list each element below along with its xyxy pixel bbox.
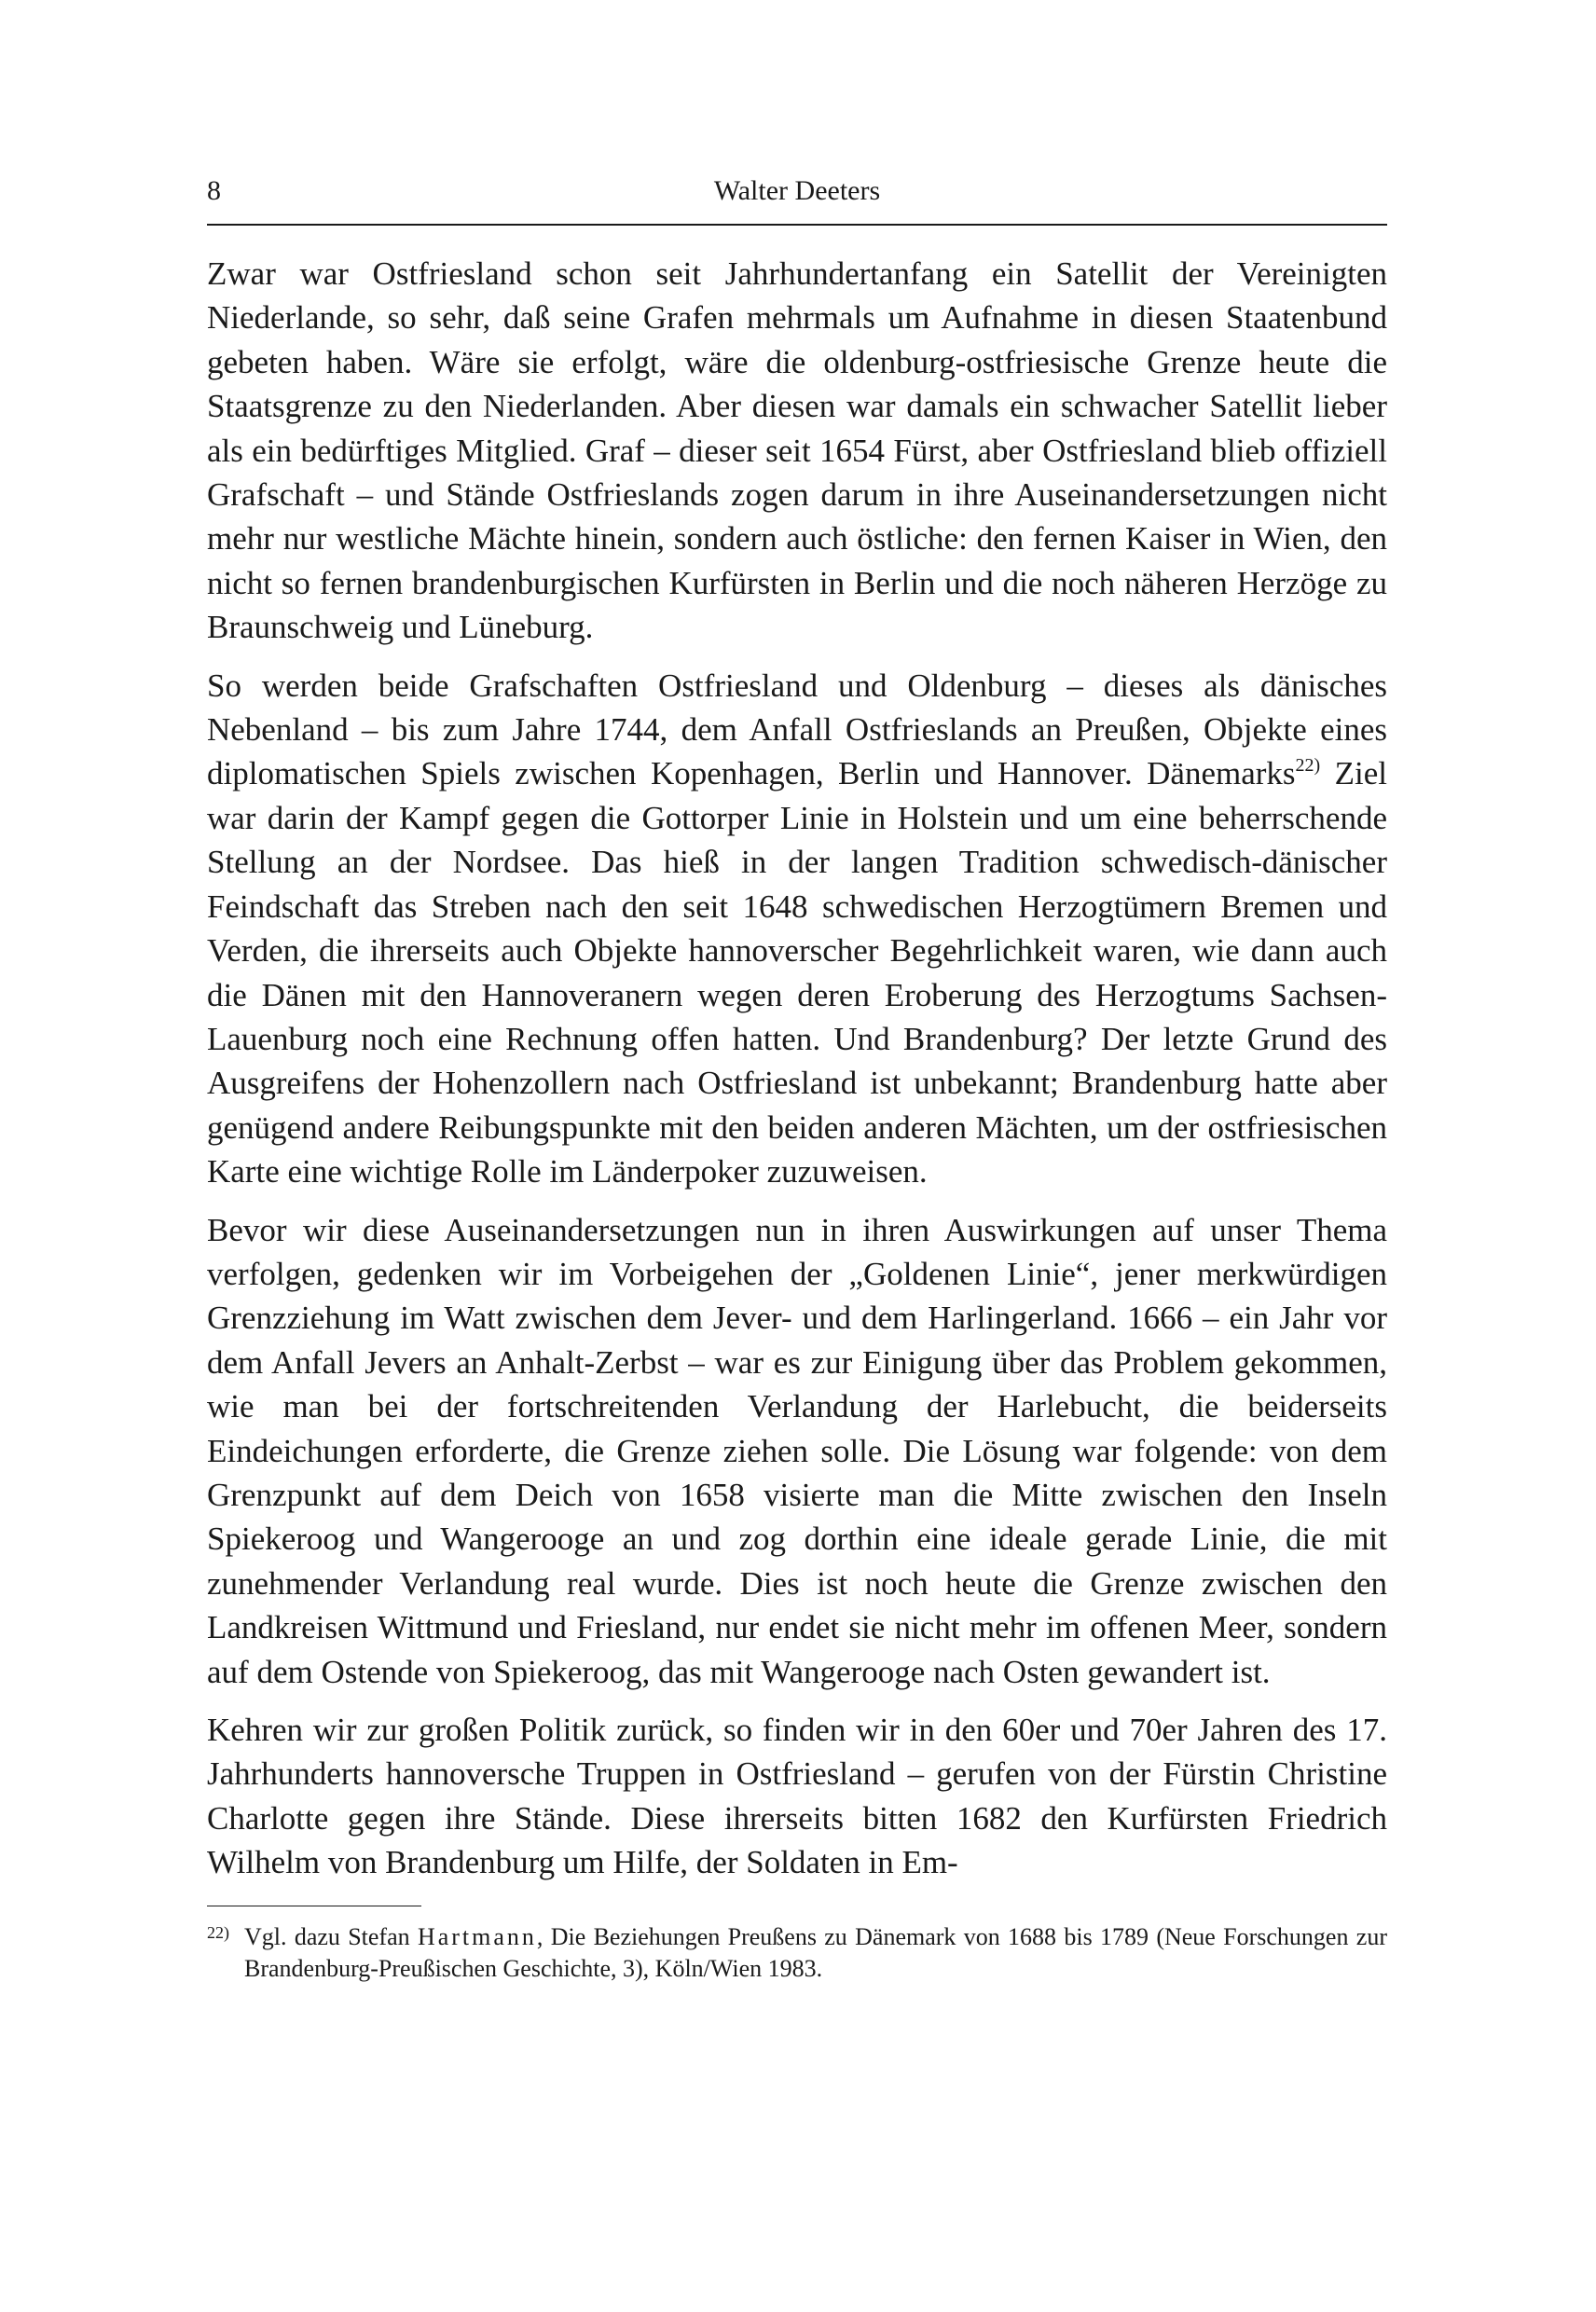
- body-text: [207, 252, 1387, 1885]
- page-number: 8: [207, 175, 221, 206]
- paragraph-3: Bevor wir diese Auseinandersetzungen nun in ihren Auswirkungen auf unser Thema verfolgen, gedenken wir im Vorbeigehen der „Goldenen Linie“, jener merkwürdigen Grenzziehung im Watt zwischen dem Jever- und dem Harlingerland. 1666 – ein Jahr vor dem Anfall Jevers an Anhalt-Zerbst – war es zur Einigung über das Problem gekommen, wie man bei der fortschreitenden Verlandung der Harlebucht, die beiderseits Eindeichungen erforderte, die Grenze ziehen solle. Die Lösung war folgende: von dem Grenzpunkt auf dem Deich von 1658 visierte man die Mitte zwischen den Inseln Spiekeroog und Wangerooge an und zog dorthin eine ideale gerade Linie, die mit zunehmender Verlandung real wurde. Dies ist noch heute die Grenze zwischen den Landkreisen Wittmund und Friesland, nur endet sie nicht mehr im offenen Meer, sondern auf dem Ostende von Spiekeroog, das mit Wangerooge nach Osten gewandert ist.: [207, 1211, 1387, 1690]
- paragraph-4: Kehren wir zur großen Politik zurück, so finden wir in den 60er und 70er Jahren des 17. Jahrhunderts hannoversche Truppen in Ostfriesland – gerufen von der Fürstin Christine Charlotte gegen ihre Stände. Diese ihrerseits bitten 1682 den Kurfürsten Friedrich Wilhelm von Brandenburg um Hilfe, der Soldaten in Em-: [207, 1712, 1387, 1881]
- paragraph-2: [207, 664, 1387, 1194]
- running-head-author: Walter Deeters: [713, 175, 881, 206]
- footnote: [207, 1921, 1387, 1985]
- footnote-prefix: Vgl. dazu Stefan: [244, 1922, 418, 1950]
- paragraph-2-text-b: Ziel war darin der Kampf gegen die Gottorper Linie in Holstein und um eine beherrschende Stellung an der Nordsee. Das hieß in der langen Tradition schwedisch-dänischer Feindschaft das Streben nach den seit 1648 schwedischen Herzogtümern Bremen und Verden, die ihrerseits auch Objekte hannoverscher Begehrlichkeit waren, wie dann auch die Dänen mit den Hannoveranern wegen deren Eroberung des Herzogtums Sachsen-Lauenburg noch eine Rechnung offen hatten. Und Brandenburg? Der letzte Grund des Ausgreifens der Hohenzollern nach Ostfriesland ist unbekannt; Brandenburg hatte aber genügend andere Reibungspunkte mit den beiden anderen Mächten, um der ostfriesischen Karte eine wichtige Rolle im Länderpoker zuzuweisen.: [207, 755, 1387, 1190]
- paragraph-1: Zwar war Ostfriesland schon seit Jahrhundertanfang ein Satellit der Vereinigten Niederlande, so sehr, daß seine Grafen mehrmals um Aufnahme in diesen Staatenbund gebeten haben. Wäre sie erfolgt, wäre die oldenburg-ostfriesische Grenze heute die Staatsgrenze zu den Niederlanden. Aber diesen war damals ein schwacher Satellit lieber als ein bedürftiges Mitglied. Graf – dieser seit 1654 Fürst, aber Ostfriesland blieb offiziell Grafschaft – und Stände Ostfrieslands zogen darum in ihre Auseinandersetzungen nicht mehr nur westliche Mächte hinein, sondern auch östliche: den fernen Kaiser in Wien, den nicht so fernen brandenburgischen Kurfürsten in Berlin und die noch näheren Herzöge zu Braunschweig und Lüneburg.: [207, 255, 1387, 646]
- footnote-text: , Die Beziehungen Preußens zu Dänemark von 1688 bis 1789 (Neue Forschungen zur Brandenburg-Preußischen Geschichte, 3), Köln/Wien 1983.: [244, 1922, 1387, 1982]
- footnote-mark: 22): [207, 1922, 229, 1942]
- book-page: [207, 168, 1387, 1985]
- header-rule: [207, 224, 1387, 226]
- paragraph-2-text-a: So werden beide Grafschaften Ostfriesland und Oldenburg – dieses als dänisches Nebenland – bis zum Jahre 1744, dem Anfall Ostfrieslands an Preußen, Objekte eines diplomatischen Spiels zwischen Kopenhagen, Berlin und Hannover. Dänemarks: [207, 667, 1387, 792]
- running-head: [207, 168, 1387, 214]
- footnote-author: Hartmann: [417, 1922, 537, 1950]
- footnote-reference: 22): [1295, 755, 1321, 777]
